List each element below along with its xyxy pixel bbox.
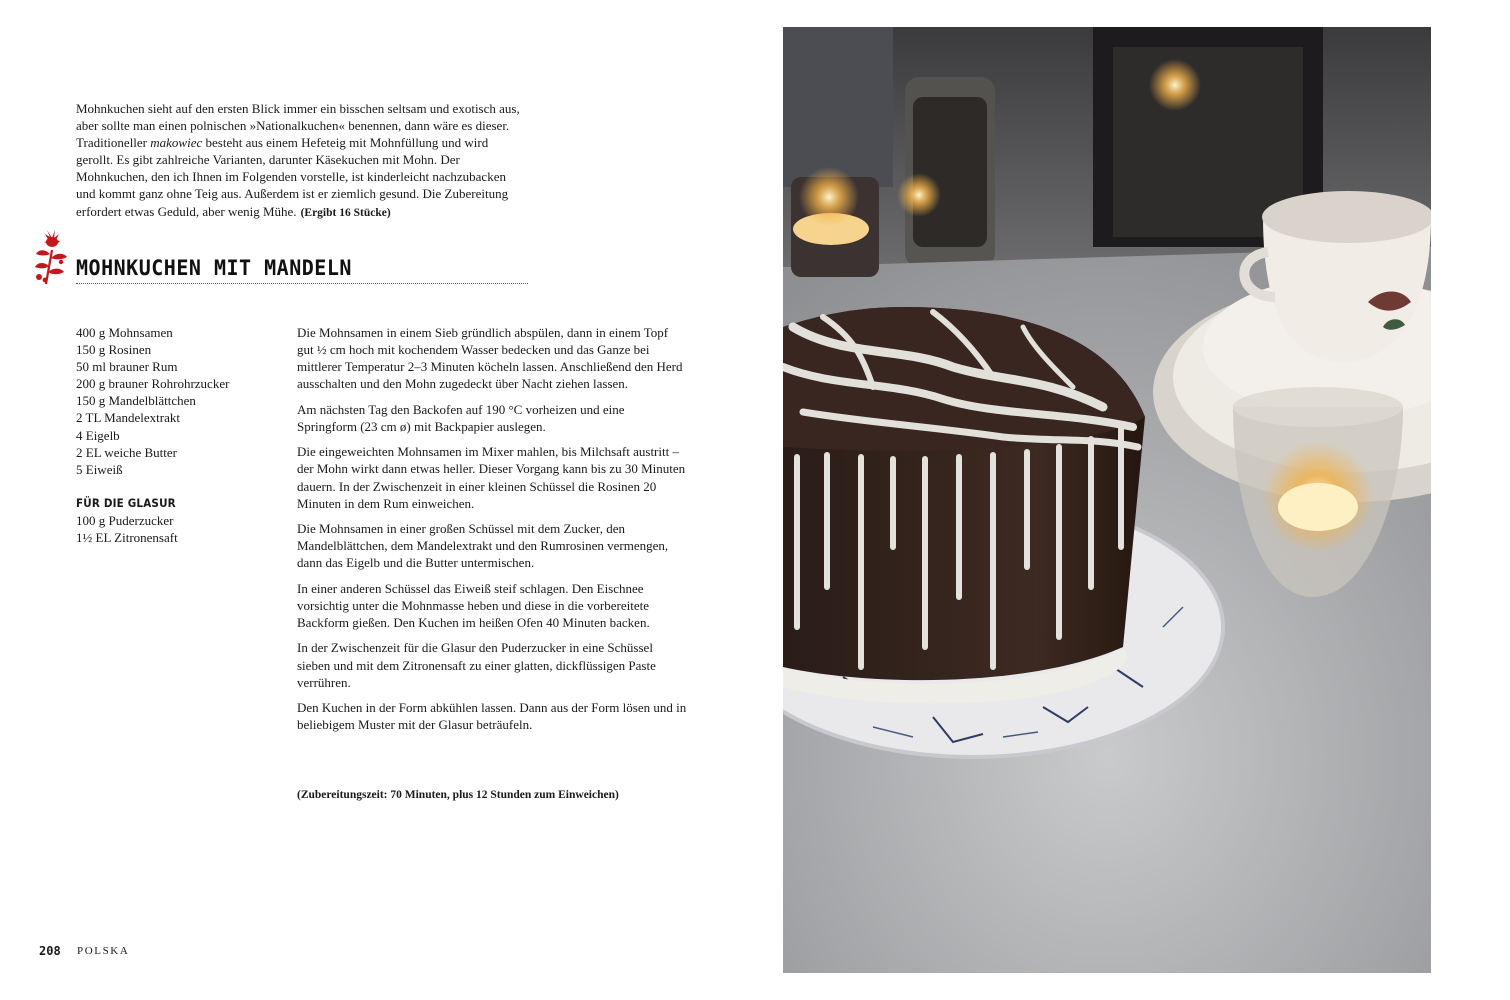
poppy-flower-icon [34,228,70,286]
page-number: 208 [39,944,61,958]
glaze-heading: FÜR DIE GLASUR [76,495,176,510]
intro-italic-term: makowiec [150,135,203,151]
method-step: In einer anderen Schüssel das Eiweiß steif schlagen. Den Eischnee vorsichtig unter die Mohnmasse heben und diese in die vorbereitete Backform gießen. Den Kuchen im heißen Ofen 40 Minuten backen. [297,580,650,630]
running-head: POLSKA [77,945,130,957]
intro-text-2: besteht aus einem Hefeteig mit Mohnfüllung und wird gerollt. Es gibt zahlreiche Varianten, darunter Käsekuchen mit Mohn. Der Mohnkuchen, den ich Ihnen im Folgenden vorstelle, ist kinderleicht nachzubacken und kommt ganz ohne Teig aus. Außerdem ist er ziemlich gesund. Die Zubereitung erfordert etwas Geduld, aber wenig Mühe. [76,135,509,219]
ingredient-item: 150 g Rosinen [76,342,152,358]
method-step: Die Mohnsamen in einem Sieb gründlich abspülen, dann in einem Topf gut ½ cm hoch mit kochendem Wasser bedecken und das Ganze bei mittlerer Temperatur 2–3 Minuten köcheln lassen. Anschließend den Herd ausschalten und den Mohn zugedeckt über Nacht ziehen lassen. [297,325,683,392]
method-step: Den Kuchen in der Form abkühlen lassen. Dann aus der Form lösen und in beliebigem Muster mit der Glasur beträufeln. [297,700,687,733]
ingredient-item: 2 EL weiche Butter [76,444,177,460]
ingredients-list [76,324,276,546]
recipe-title: MOHNKUCHEN MIT MANDELN [76,255,352,281]
ingredient-item: 200 g brauner Rohrohrzucker [76,376,230,392]
ingredient-item: 5 Eiweiß [76,461,123,477]
cake-photo-illustration [783,27,1431,973]
ingredient-item: 2 TL Mandelextrakt [76,410,180,426]
glaze-ingredient-item: 1½ EL Zitronensaft [76,530,178,546]
recipe-yield: (Ergibt 16 Stücke) [300,206,391,219]
ingredient-item: 4 Eigelb [76,427,120,443]
prep-time: (Zubereitungszeit: 70 Minuten, plus 12 Stunden zum Einweichen) [297,789,619,801]
ingredient-item: 400 g Mohnsamen [76,325,173,340]
method-steps [297,324,687,742]
ingredient-item: 50 ml brauner Rum [76,359,178,375]
title-divider [76,283,528,284]
method-step: Die eingeweichten Mohnsamen im Mixer mahlen, bis Milchsaft austritt – der Mohn wirkt dann etwas heller. Dieser Vorgang kann bis zu 30 Minuten dauern. In der Zwischenzeit in einer kleinen Schüssel die Rosinen 20 Minuten in dem Rum einweichen. [297,444,686,511]
method-step: Am nächsten Tag den Backofen auf 190 °C vorheizen und eine Springform (23 cm ø) mit Backpapier auslegen. [297,401,625,434]
cake-photo [783,27,1431,973]
intro-paragraph [76,100,528,222]
ingredient-item: 150 g Mandelblättchen [76,393,196,409]
intro-text-1: Mohnkuchen sieht auf den ersten Blick immer ein bisschen seltsam und exotisch aus, aber sollte man einen polnischen »Nationalkuchen« benennen, dann wäre es dieser. Traditioneller [76,101,520,151]
method-step: In der Zwischenzeit für die Glasur den Puderzucker in eine Schüssel sieben und mit dem Zitronensaft zu einer glatten, dickflüssigen Paste verrühren. [297,640,656,690]
glaze-ingredient-item: 100 g Puderzucker [76,512,174,528]
method-step: Die Mohnsamen in einer großen Schüssel mit dem Zucker, den Mandelblättchen, dem Mandelextrakt und den Rumrosinen vermengen, dann das Eigelb und die Butter untermischen. [297,521,669,571]
